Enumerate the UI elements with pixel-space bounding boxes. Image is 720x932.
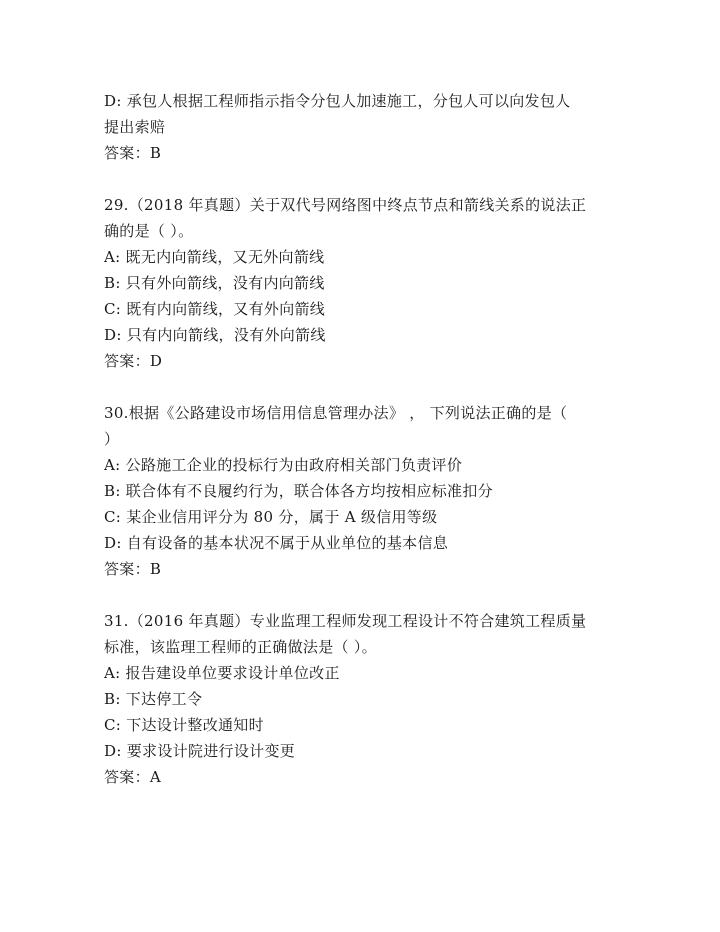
question-text: 31.（2016 年真题）专业监理工程师发现工程设计不符合建筑工程质量 [104, 612, 587, 630]
option-d: D: 只有内向箭线，没有外向箭线 [104, 326, 326, 344]
question-block-31 [104, 608, 634, 790]
option-a: A: 报告建设单位要求设计单位改正 [104, 664, 340, 682]
spacer [104, 374, 634, 400]
spacer [104, 166, 634, 192]
option-a: A: 公路施工企业的投标行为由政府相关部门负责评价 [104, 456, 463, 474]
option-c: C: 既有内向箭线，又有外向箭线 [104, 300, 326, 318]
option-c: C: 下达设计整改通知时 [104, 716, 264, 734]
option-d: D: 承包人根据工程师指示指令分包人加速施工，分包人可以向发包人 [104, 92, 571, 110]
answer: 答案：A [104, 768, 162, 786]
option-c: C: 某企业信用评分为 80 分，属于 A 级信用等级 [104, 508, 438, 526]
answer: 答案：D [104, 352, 163, 370]
option-b: B: 只有外向箭线，没有内向箭线 [104, 274, 325, 292]
option-b: B: 下达停工令 [104, 690, 203, 708]
option-d: D: 要求设计院进行设计变更 [104, 742, 296, 760]
question-block-29 [104, 192, 634, 374]
question-text: 30.根据《公路建设市场信用信息管理办法》 ， 下列说法正确的是（ [104, 404, 568, 422]
question-text-continued: 确的是（ ）。 [104, 222, 194, 240]
answer: 答案：B [104, 144, 162, 162]
option-a: A: 既无内向箭线，又无外向箭线 [104, 248, 325, 266]
document-page [104, 88, 634, 790]
question-block-28-tail [104, 88, 634, 166]
question-text-continued: 标准，该监理工程师的正确做法是（ ）。 [104, 638, 377, 656]
option-d: D: 自有设备的基本状况不属于从业单位的基本信息 [104, 534, 449, 552]
question-block-30 [104, 400, 634, 582]
question-text-continued: ） [104, 430, 120, 448]
spacer [104, 582, 634, 608]
answer: 答案：B [104, 560, 162, 578]
option-d-continued: 提出索赔 [104, 118, 166, 136]
option-b: B: 联合体有不良履约行为，联合体各方均按相应标准扣分 [104, 482, 493, 500]
question-text: 29.（2018 年真题）关于双代号网络图中终点节点和箭线关系的说法正 [104, 196, 587, 214]
